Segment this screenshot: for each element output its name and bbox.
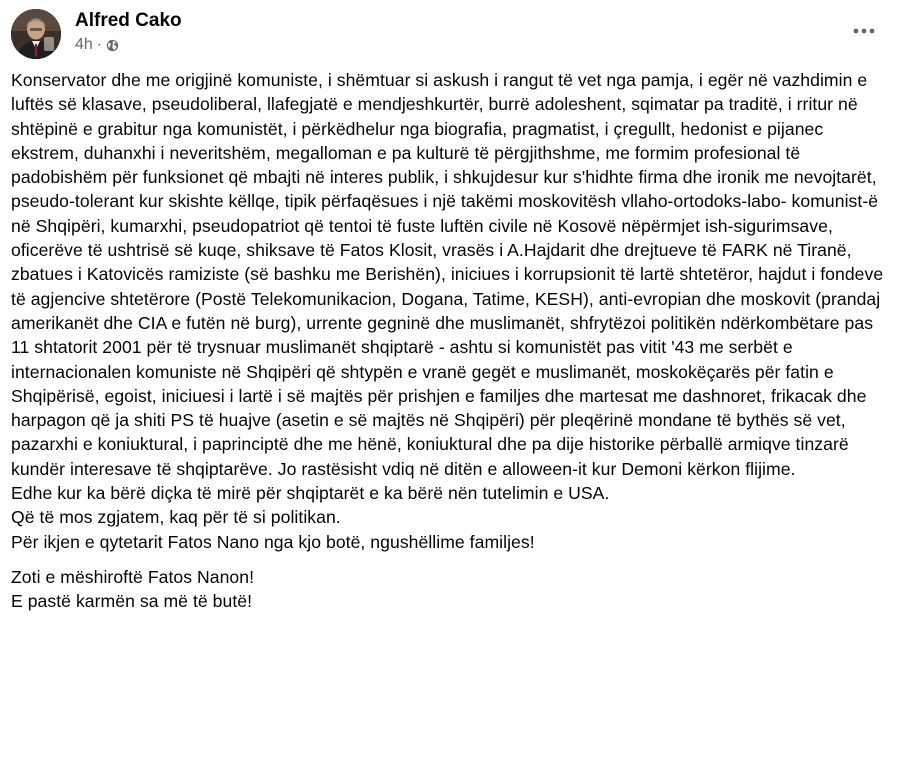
post-header	[11, 7, 882, 59]
avatar-photo-icon	[11, 9, 61, 59]
author-name[interactable]: Alfred Cako	[75, 10, 182, 31]
post-text	[11, 68, 893, 614]
post-paragraph: Zoti e mëshiroftë Fatos Nanon!	[11, 566, 255, 587]
post-paragraph: Konservator dhe me origjinë komuniste, i shëmtuar si askush i rangut të vet nga pamja, i egër në vazhdimin e luftës së klasave, pseudoliberal, llafegjatë e mendjeshkurtër, burrë adoleshent, sqimatar pa traditë, i rritur në shtëpinë e grabitur nga komunistët, i përkëdhelur nga biografia, pragmatist, i çregullt, hedonist e pijanec ekstrem, duhanxhi i neveritshëm, megalloman e pa kulturë të përgjithshme, me formim profesional të padobishëm për funksionet që mbajti në interes publik, i shkujdesur kur s'hidhte firma dhe ironik me nevojtarët, pseudo-tolerant kur skishte këllqe, tipik përfaqësues i një takëmi moskovitësh vllaho-ortodoks-labo- komunist-ë në Shqipëri, kumarxhi, pseudopatriot që tentoi të fuste luftën civile në Kosovë nëpërmjet ish-sigurimsave, oficerëve të ushtrisë së kuqe, shiksave të Fatos Klosit, vrasës i A.Hajdarit dhe drejtueve të FARK në Tiranë, zbatues i Katovicës ramiziste (së bashku me Berishën), iniciues i korrupsionit të lartë shtetëror, hajdut i fondeve të agjencive shtetërore (Postë Telekomunikacion, Dogana, Tatime, KESH), anti-evropian dhe moskovit (prandaj amerikanët dhe CIA e futën në burg), urrente gegninë dhe muslimanët, shfrytëzoi politikën ndërkombëtare pas 11 shtatorit 2001 për të trysnuar muslimanët shqiptarë - ashtu si komunistët pas vitit '43 me serbët e internacionalen komuniste në Shqipëri që shtypën e vranë gegët e muslimanët, moskokëçarës për fatin e Shqipërisë, egoist, iniciuesi i lartë i së majtës për prishjen e familjes dhe martesat me dashnoret, frikacak dhe harpagon që ja shiti PS të huajve (asetin e së majtës në Shqipëri) për pleqërinë mondane të bythës së vet, pazarxhi e koniuktural, i paprinciptë dhe me hënë, koniuktural dhe pa dije historike përballë armiqve tinzarë kundër interesave të shqiptarëve. Jo rastësisht vdiq në ditën e alloween-it kur Demoni kërkon flijime.	[11, 70, 884, 479]
author-avatar[interactable]	[11, 9, 61, 59]
post-paragraph: E pastë karmën sa më të butë!	[11, 591, 253, 612]
post-paragraph: Edhe kur ka bërë diçka të mirë për shqiptarët e ka bërë nën tutelimin e USA.	[11, 483, 610, 504]
more-horizontal-icon	[853, 28, 875, 34]
globe-icon[interactable]	[106, 39, 119, 52]
post-timestamp[interactable]: 4h	[75, 36, 93, 53]
post-meta	[75, 36, 119, 54]
meta-separator: ·	[96, 36, 103, 53]
post-paragraph: Që të mos zgjatem, kaq për të si politikan.	[11, 507, 341, 528]
post-paragraph: Për ikjen e qytetarit Fatos Nano nga kjo botë, ngushëllime familjes!	[11, 531, 535, 552]
more-options-button[interactable]	[846, 13, 882, 49]
